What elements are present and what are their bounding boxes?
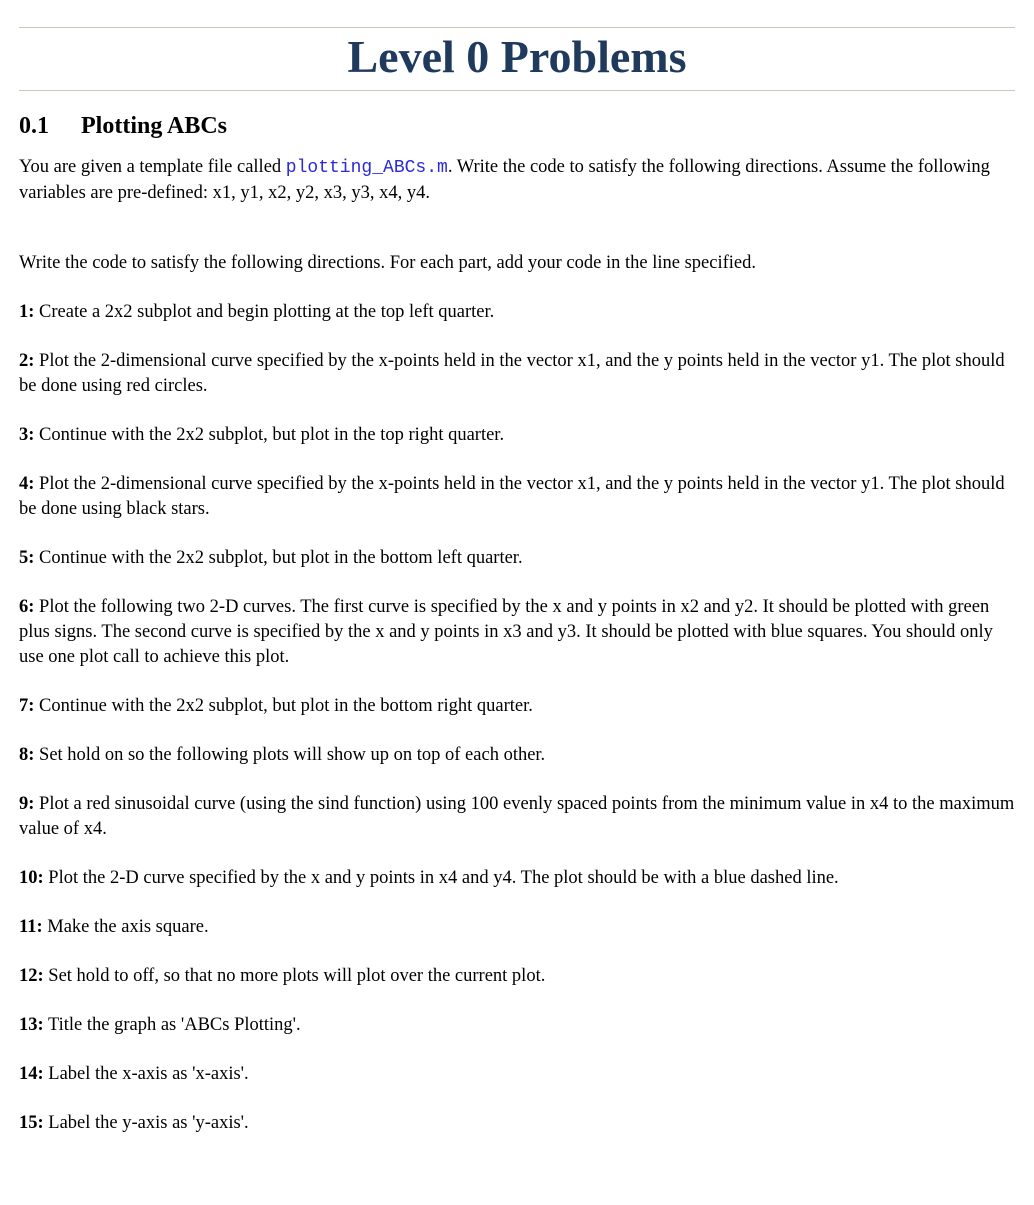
step-text: Plot a red sinusoidal curve (using the sind function) using 100 evenly spaced points from the minimum value in x4 to the maximum value of x4. bbox=[19, 794, 1015, 839]
step-text: Create a 2x2 subplot and begin plotting at the top left quarter. bbox=[39, 302, 495, 322]
step-item bbox=[19, 866, 1015, 891]
step-item bbox=[19, 915, 1015, 940]
intro-paragraph bbox=[19, 155, 1015, 206]
step-number: 9: bbox=[19, 794, 35, 814]
step-number: 5: bbox=[19, 548, 35, 568]
step-number: 8: bbox=[19, 745, 35, 765]
step-number: 6: bbox=[19, 597, 35, 617]
step-number: 15: bbox=[19, 1113, 44, 1133]
section-heading bbox=[19, 111, 1015, 141]
step-number: 10: bbox=[19, 868, 44, 888]
step-text: Label the x-axis as 'x-axis'. bbox=[48, 1064, 249, 1084]
step-text: Make the axis square. bbox=[47, 917, 209, 937]
step-text: Continue with the 2x2 subplot, but plot in the bottom right quarter. bbox=[39, 696, 533, 716]
step-item bbox=[19, 472, 1015, 522]
step-number: 3: bbox=[19, 425, 35, 445]
step-item bbox=[19, 1013, 1015, 1038]
intro-text-before: You are given a template file called bbox=[19, 157, 286, 177]
step-item bbox=[19, 1062, 1015, 1087]
step-text: Plot the 2-D curve specified by the x and y points in x4 and y4. The plot should be with a blue dashed line. bbox=[48, 868, 839, 888]
step-number: 14: bbox=[19, 1064, 44, 1084]
intro-text-after: . Write the code to satisfy the following directions. Assume the following variables are pre-defined: x1, y1, x2, y2, x3, y3, x4, y4. bbox=[19, 157, 990, 203]
step-text: Set hold to off, so that no more plots will plot over the current plot. bbox=[48, 966, 546, 986]
step-item bbox=[19, 964, 1015, 989]
page-title: Level 0 Problems bbox=[347, 31, 687, 82]
step-text: Plot the 2-dimensional curve specified by the x-points held in the vector x1, and the y points held in the vector y1. The plot should be done using black stars. bbox=[19, 474, 1005, 519]
step-item bbox=[19, 743, 1015, 768]
title-top-rule bbox=[19, 27, 1015, 28]
step-number: 13: bbox=[19, 1015, 44, 1035]
directions-lead: Write the code to satisfy the following directions. For each part, add your code in the line specified. bbox=[19, 253, 756, 273]
title-bottom-rule bbox=[19, 90, 1015, 91]
step-item bbox=[19, 423, 1015, 448]
section-number: 0.1 bbox=[19, 113, 49, 139]
step-text: Label the y-axis as 'y-axis'. bbox=[48, 1113, 249, 1133]
step-number: 11: bbox=[19, 917, 43, 937]
step-number: 1: bbox=[19, 302, 35, 322]
step-item bbox=[19, 349, 1015, 399]
step-number: 2: bbox=[19, 351, 35, 371]
document-page bbox=[0, 27, 1034, 1205]
step-item bbox=[19, 1111, 1015, 1136]
step-item bbox=[19, 595, 1015, 670]
step-text: Plot the 2-dimensional curve specified by the x-points held in the vector x1, and the y points held in the vector y1. The plot should be done using red circles. bbox=[19, 351, 1005, 396]
step-text: Continue with the 2x2 subplot, but plot in the top right quarter. bbox=[39, 425, 505, 445]
step-text: Set hold on so the following plots will show up on top of each other. bbox=[39, 745, 546, 765]
step-item bbox=[19, 546, 1015, 571]
step-text: Title the graph as 'ABCs Plotting'. bbox=[47, 1015, 301, 1035]
step-text: Continue with the 2x2 subplot, but plot in the bottom left quarter. bbox=[39, 548, 523, 568]
step-item bbox=[19, 792, 1015, 842]
steps-list bbox=[19, 300, 1015, 1136]
step-item bbox=[19, 300, 1015, 325]
step-text: Plot the following two 2-D curves. The first curve is specified by the x and y points in x2 and y2. It should be plotted with green plus signs. The second curve is specified by the x and y points in x3 and y3. It should be plotted with blue squares. You should only use one plot call to achieve this plot. bbox=[19, 597, 993, 667]
step-number: 12: bbox=[19, 966, 44, 986]
template-file-name: plotting_ABCs.m bbox=[285, 158, 448, 178]
step-number: 7: bbox=[19, 696, 35, 716]
step-item bbox=[19, 694, 1015, 719]
section-title: Plotting ABCs bbox=[81, 113, 228, 139]
step-number: 4: bbox=[19, 474, 35, 494]
